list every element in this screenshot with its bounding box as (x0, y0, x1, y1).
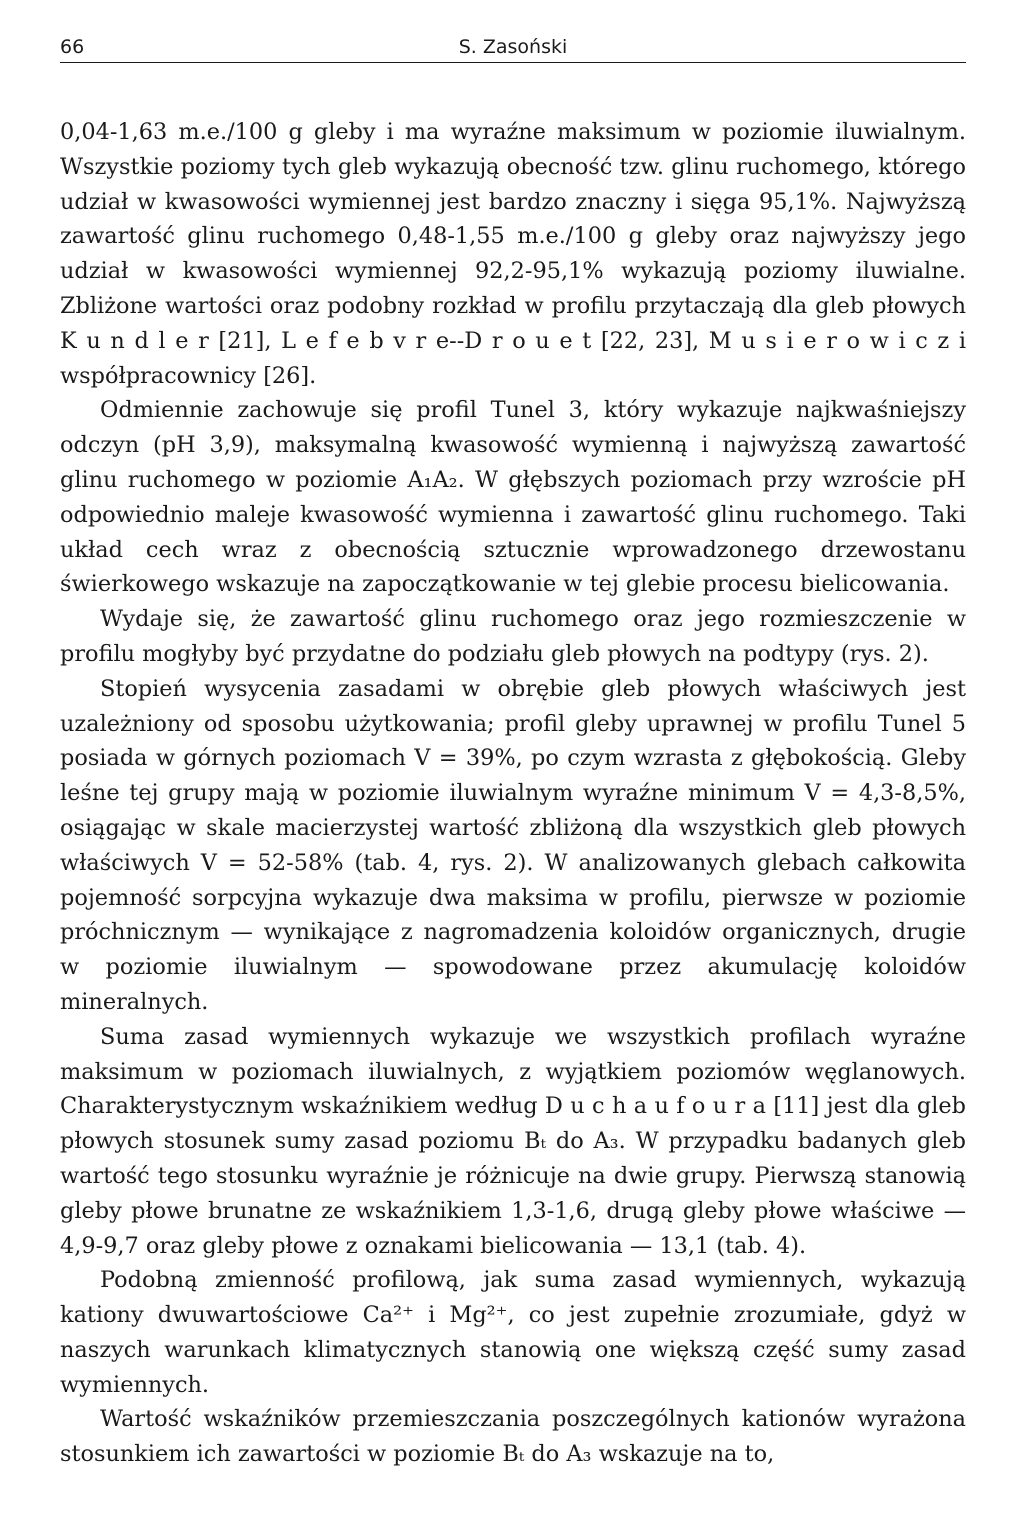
paragraph: Stopień wysycenia zasadami w obrębie gleb płowych właściwych jest uzależniony od sposobu użytkowania; profil gleby uprawnej w profilu Tunel 5 posiada w górnych poziomach V = 39%, po czym wzrasta z głębokością. Gleby leśne tej grupy mają w poziomie iluwialnym wyraźne minimum V = 4,3-8,5%, osiągając w skale macierzystej wartość zbliżoną dla wszystkich gleb płowych właściwych V = 52-58% (tab. 4, rys. 2). W analizowanych glebach całkowita pojemność sorpcyjna wykazuje dwa maksima w profilu, pierwsze w poziomie próchnicznym — wynikające z nagromadzenia koloidów organicznych, drugie w poziomie iluwialnym — spowodowane przez akumulację koloidów mineralnych. (60, 675, 966, 1015)
paragraph: Wartość wskaźników przemieszczania poszczególnych kationów wyrażona stosunkiem ich zawartości w poziomie Bₜ do A₃ wskazuje na to, (60, 1406, 966, 1468)
body-text (60, 115, 966, 1472)
page-number: 66 (60, 36, 85, 58)
page-header (60, 36, 966, 63)
paragraph: 0,04-1,63 m.e./100 g gleby i ma wyraźne maksimum w poziomie iluwialnym. Wszystkie poziomy tych gleb wykazują obecność tzw. glinu ruchomego, którego udział w kwasowości wymiennej jest bardzo znaczny i sięga 95,1%. Najwyższą zawartość glinu ruchomego 0,48-1,55 m.e./100 g gleby oraz najwyższy jego udział w kwasowości wymiennej 92,2-95,1% wykazują poziomy iluwialne. Zbliżone wartości oraz podobny rozkład w profilu przytaczają dla gleb płowych K u n d l e r [21], L e f e b v r e-‑D r o u e t [22, 23], M u s i e r o w i c z i współpracownicy [26]. (60, 119, 966, 389)
paragraph: Suma zasad wymiennych wykazuje we wszystkich profilach wyraźne maksimum w poziomach iluwialnych, z wyjątkiem poziomów węglanowych. Charakterystycznym wskaźnikiem według D u c h a u f o u r a [11] jest dla gleb płowych stosunek sumy zasad poziomu Bₜ do A₃. W przypadku badanych gleb wartość tego stosunku wyraźnie je różnicuje na dwie grupy. Pierwszą stanowią gleby płowe brunatne ze wskaźnikiem 1,3-1,6, drugą gleby płowe właściwe — 4,9-9,7 oraz gleby płowe z oznakami bielicowania — 13,1 (tab. 4). (60, 1023, 966, 1259)
paragraph: Podobną zmienność profilową, jak suma zasad wymiennych, wykazują kationy dwuwartościowe Ca²⁺ i Mg²⁺, co jest zupełnie zrozumiałe, gdyż w naszych warunkach klimatycznych stanowią one większą część sumy zasad wymiennych. (60, 1267, 966, 1398)
paragraph: Odmiennie zachowuje się profil Tunel 3, który wykazuje najkwaśniejszy odczyn (pH 3,9), maksymalną kwasowość wymienną i najwyższą zawartość glinu ruchomego w poziomie A₁A₂. W głębszych poziomach przy wzroście pH odpowiednio maleje kwasowość wymienna i zawartość glinu ruchomego. Taki układ cech wraz z obecnością sztucznie wprowadzonego drzewostanu świerkowego wskazuje na zapoczątkowanie w tej glebie procesu bielicowania. (60, 397, 966, 598)
paragraph: Wydaje się, że zawartość glinu ruchomego oraz jego rozmieszczenie w profilu mogłyby być przydatne do podziału gleb płowych na podtypy (rys. 2). (60, 606, 966, 667)
running-head: S. Zasoński (458, 36, 568, 58)
